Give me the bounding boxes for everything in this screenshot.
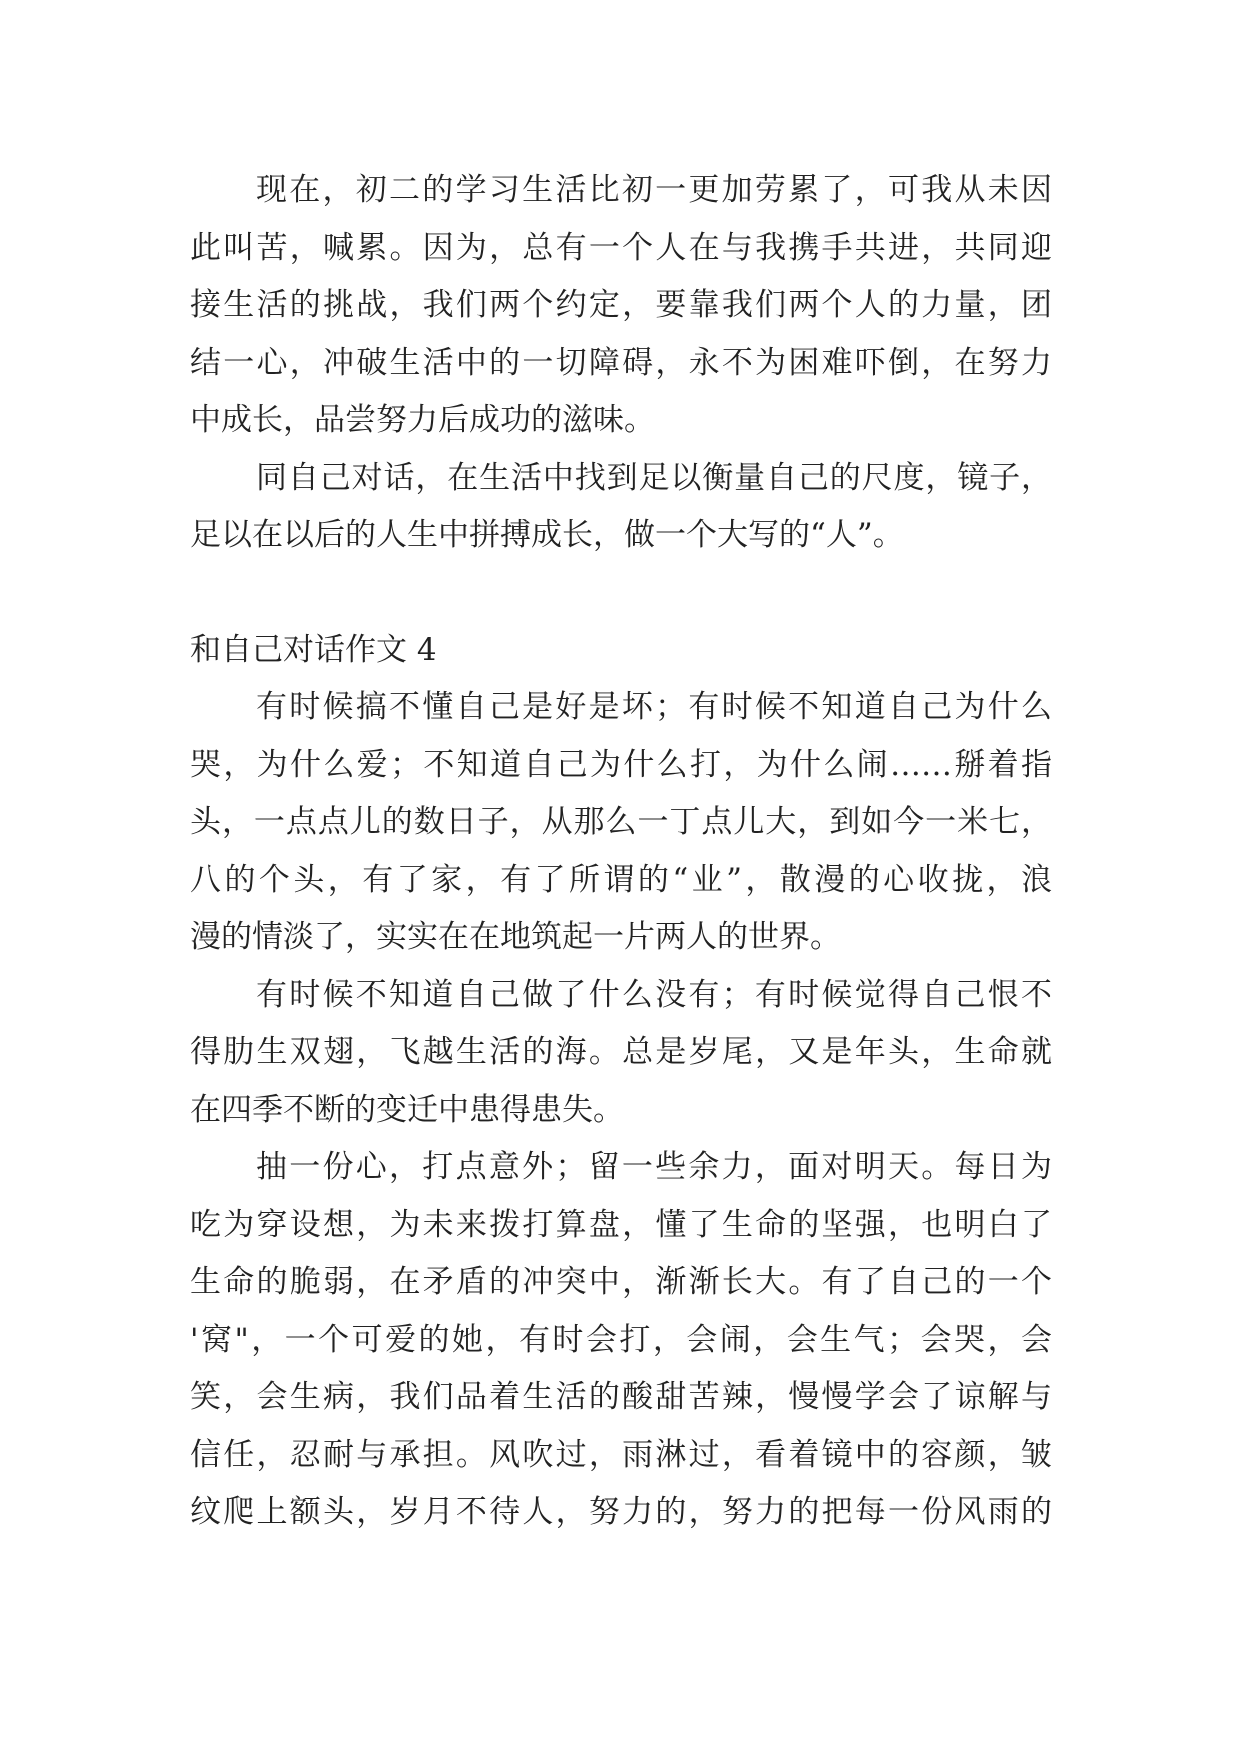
text-line: 现在，初二的学习生活比初一更加劳累了，可我从未因: [256, 172, 1052, 208]
text-line: 生命的脆弱，在矛盾的冲突中，渐渐长大。有了自己的一个: [190, 1264, 1052, 1300]
paragraph: [190, 1139, 1052, 1542]
text-line: 漫的情淡了，实实在在地筑起一片两人的世界。: [190, 919, 841, 955]
text-line: 中成长，品尝努力后成功的滋味。: [190, 402, 655, 438]
paragraph: [190, 967, 1052, 1140]
text-line: 此叫苦，喊累。因为，总有一个人在与我携手共进，共同迎: [190, 229, 1052, 266]
text-line: 有时候搞不懂自己是好是坏；有时候不知道自己为什么: [256, 689, 1052, 725]
text-line: 结一心，冲破生活中的一切障碍，永不为困难吓倒，在努力: [190, 344, 1052, 381]
text-line: 抽一份心，打点意外；留一些余力，面对明天。每日为: [256, 1149, 1052, 1185]
document-body: [190, 162, 1052, 1542]
paragraph: [190, 679, 1052, 967]
text-line: 足以在以后的人生中拼搏成长，做一个大写的“人”。: [190, 517, 904, 553]
text-line: 在四季不断的变迁中患得患失。: [190, 1091, 624, 1128]
text-line: '窝"，一个可爱的她，有时会打，会闹，会生气；会哭，会: [190, 1321, 1052, 1358]
text-line: 纹爬上额头，岁月不待人，努力的，努力的把每一份风雨的: [190, 1494, 1052, 1530]
text-line: 接生活的挑战，我们两个约定，要靠我们两个人的力量，团: [190, 287, 1052, 323]
blank-line: [190, 565, 1052, 622]
section-heading: 和自己对话作文 4: [190, 631, 437, 668]
text-line: 同自己对话，在生活中找到足以衡量自己的尺度，镜子，: [256, 459, 1052, 496]
text-line: 笑，会生病，我们品着生活的酸甜苦辣，慢慢学会了谅解与: [190, 1379, 1052, 1415]
text-line: 八的个头，有了家，有了所谓的“业”，散漫的心收拢，浪: [190, 861, 1052, 898]
text-line: 头，一点点儿的数日子，从那么一丁点儿大，到如今一米七，: [190, 804, 1052, 840]
paragraph: [190, 450, 1052, 565]
text-line: 信任，忍耐与承担。风吹过，雨淋过，看着镜中的容颜，皱: [190, 1436, 1052, 1473]
text-line: 哭，为什么爱；不知道自己为什么打，为什么闹……掰着指: [190, 746, 1052, 783]
text-line: 得肋生双翅，飞越生活的海。总是岁尾，又是年头，生命就: [190, 1034, 1052, 1070]
text-line: 有时候不知道自己做了什么没有；有时候觉得自己恨不: [256, 976, 1052, 1013]
text-line: 吃为穿设想，为未来拨打算盘，懂了生命的坚强，也明白了: [190, 1206, 1052, 1243]
paragraph: [190, 162, 1052, 450]
